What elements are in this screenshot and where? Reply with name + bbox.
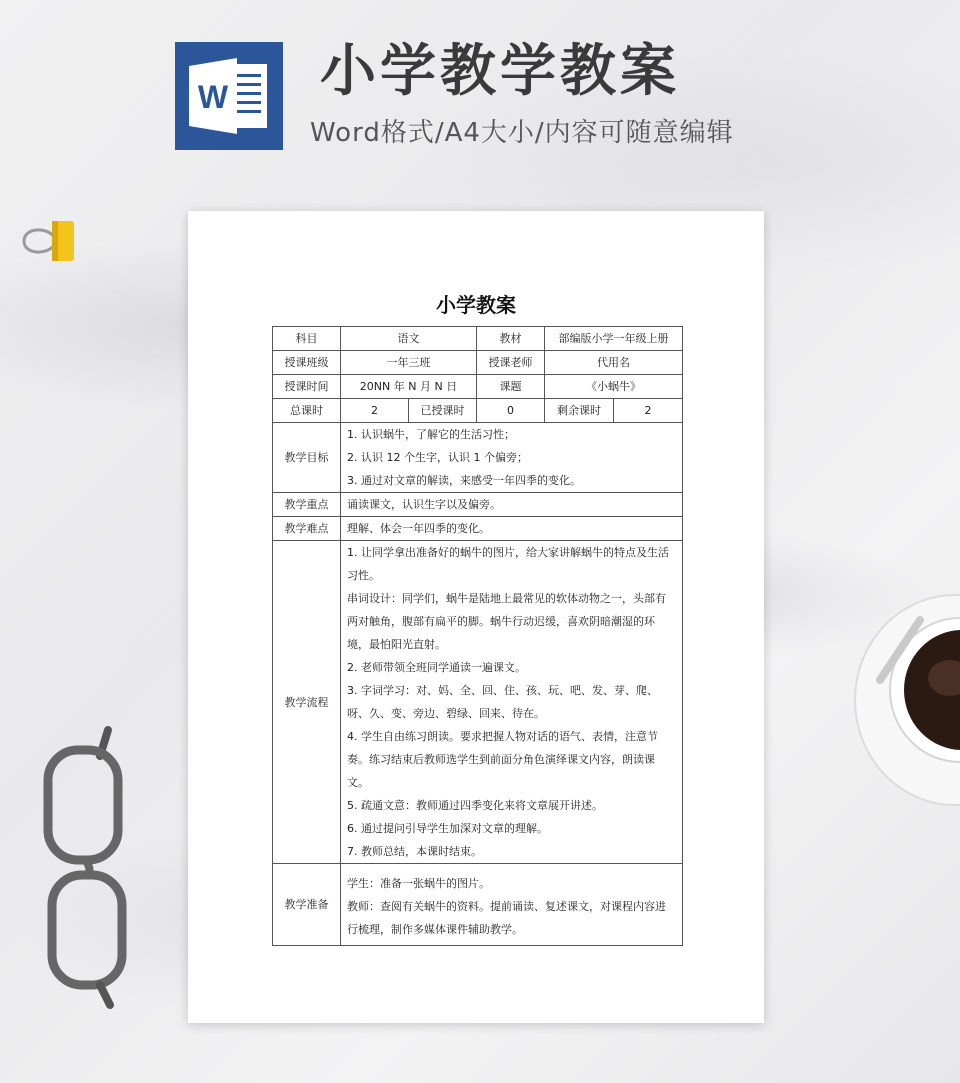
cell-label: 剩余课时 — [545, 399, 614, 423]
table-row — [273, 327, 683, 351]
binder-clip-icon — [18, 215, 78, 267]
cell-label: 教学准备 — [273, 864, 341, 946]
cell-label: 授课老师 — [477, 351, 545, 375]
table-row — [273, 864, 683, 946]
cell-value: 2 — [341, 399, 409, 423]
cell-value: 2 — [614, 399, 683, 423]
cell-value: 诵读课文，认识生字以及偏旁。 — [341, 493, 683, 517]
table-row — [273, 423, 683, 493]
cell-label: 授课时间 — [273, 375, 341, 399]
list-item: 1. 认识蜗牛，了解它的生活习性； — [347, 428, 515, 441]
cell-label: 教学重点 — [273, 493, 341, 517]
page-title: 小学教学教案 — [320, 39, 680, 104]
cell-value: 理解、体会一年四季的变化。 — [341, 517, 683, 541]
table-row — [273, 399, 683, 423]
document-title: 小学教案 — [436, 293, 516, 317]
list-item: 5. 疏通文意：教师通过四季变化来将文章展开讲述。 — [347, 799, 603, 812]
cell-label: 科目 — [273, 327, 341, 351]
table-row — [273, 493, 683, 517]
cell-label: 教学难点 — [273, 517, 341, 541]
cell-label: 教学目标 — [273, 423, 341, 493]
cell-label: 课题 — [477, 375, 545, 399]
eyeglasses-icon — [30, 720, 140, 1010]
list-item: 3. 字词学习：对、妈、全、回、住、孩、玩、吧、发、芽、爬、呀、久、变、旁边、碧绿、回来、待在。 — [347, 684, 658, 720]
coffee-cup-icon — [850, 590, 960, 810]
table-row — [273, 517, 683, 541]
cell-label: 授课班级 — [273, 351, 341, 375]
list-item: 3. 通过对文章的解读，来感受一年四季的变化。 — [347, 474, 581, 487]
lesson-plan-table — [272, 326, 683, 946]
table-row — [273, 351, 683, 375]
cell-label: 总课时 — [273, 399, 341, 423]
document-page — [188, 211, 764, 1023]
list-item: 1. 让同学拿出准备好的蜗牛的图片，给大家讲解蜗牛的特点及生活习性。 — [347, 546, 669, 582]
goals-cell — [341, 423, 683, 493]
word-logo-icon — [175, 42, 283, 150]
cell-value: 一年三班 — [341, 351, 477, 375]
list-item: 2. 老师带领全班同学通读一遍课文。 — [347, 661, 526, 674]
list-item: 6. 通过提问引导学生加深对文章的理解。 — [347, 822, 548, 835]
page-subtitle: Word格式/A4大小/内容可随意编辑 — [310, 118, 734, 148]
cell-value: 部编版小学一年级上册 — [545, 327, 683, 351]
logo-letter: W — [197, 79, 229, 115]
cell-value: 20NN 年 N 月 N 日 — [341, 375, 477, 399]
cell-value: 《小蜗牛》 — [545, 375, 683, 399]
cell-value: 语文 — [341, 327, 477, 351]
list-item: 教师：查阅有关蜗牛的资料。提前诵读、复述课文，对课程内容进行梳理，制作多媒体课件辅助教学。 — [347, 900, 666, 936]
list-item: 7. 教师总结，本课时结束。 — [347, 845, 482, 858]
cell-label: 教材 — [477, 327, 545, 351]
table-row — [273, 375, 683, 399]
cell-label: 已授课时 — [409, 399, 477, 423]
process-cell — [341, 541, 683, 864]
preparation-cell — [341, 864, 683, 946]
cell-label: 教学流程 — [273, 541, 341, 864]
list-item: 串词设计：同学们，蜗牛是陆地上最常见的软体动物之一，头部有两对触角，腹部有扁平的脚。蜗牛行动迟缓，喜欢阴暗潮湿的环境，最怕阳光直射。 — [347, 592, 666, 651]
cell-value: 0 — [477, 399, 545, 423]
list-item: 2. 认识 12 个生字，认识 1 个偏旁； — [347, 451, 528, 464]
list-item: 4. 学生自由练习朗读。要求把握人物对话的语气、表情，注意节奏。练习结束后教师选学生到前面分角色演绎课文内容，朗读课文。 — [347, 730, 658, 789]
cell-value: 代用名 — [545, 351, 683, 375]
table-row — [273, 541, 683, 864]
list-item: 学生：准备一张蜗牛的图片。 — [347, 877, 490, 890]
